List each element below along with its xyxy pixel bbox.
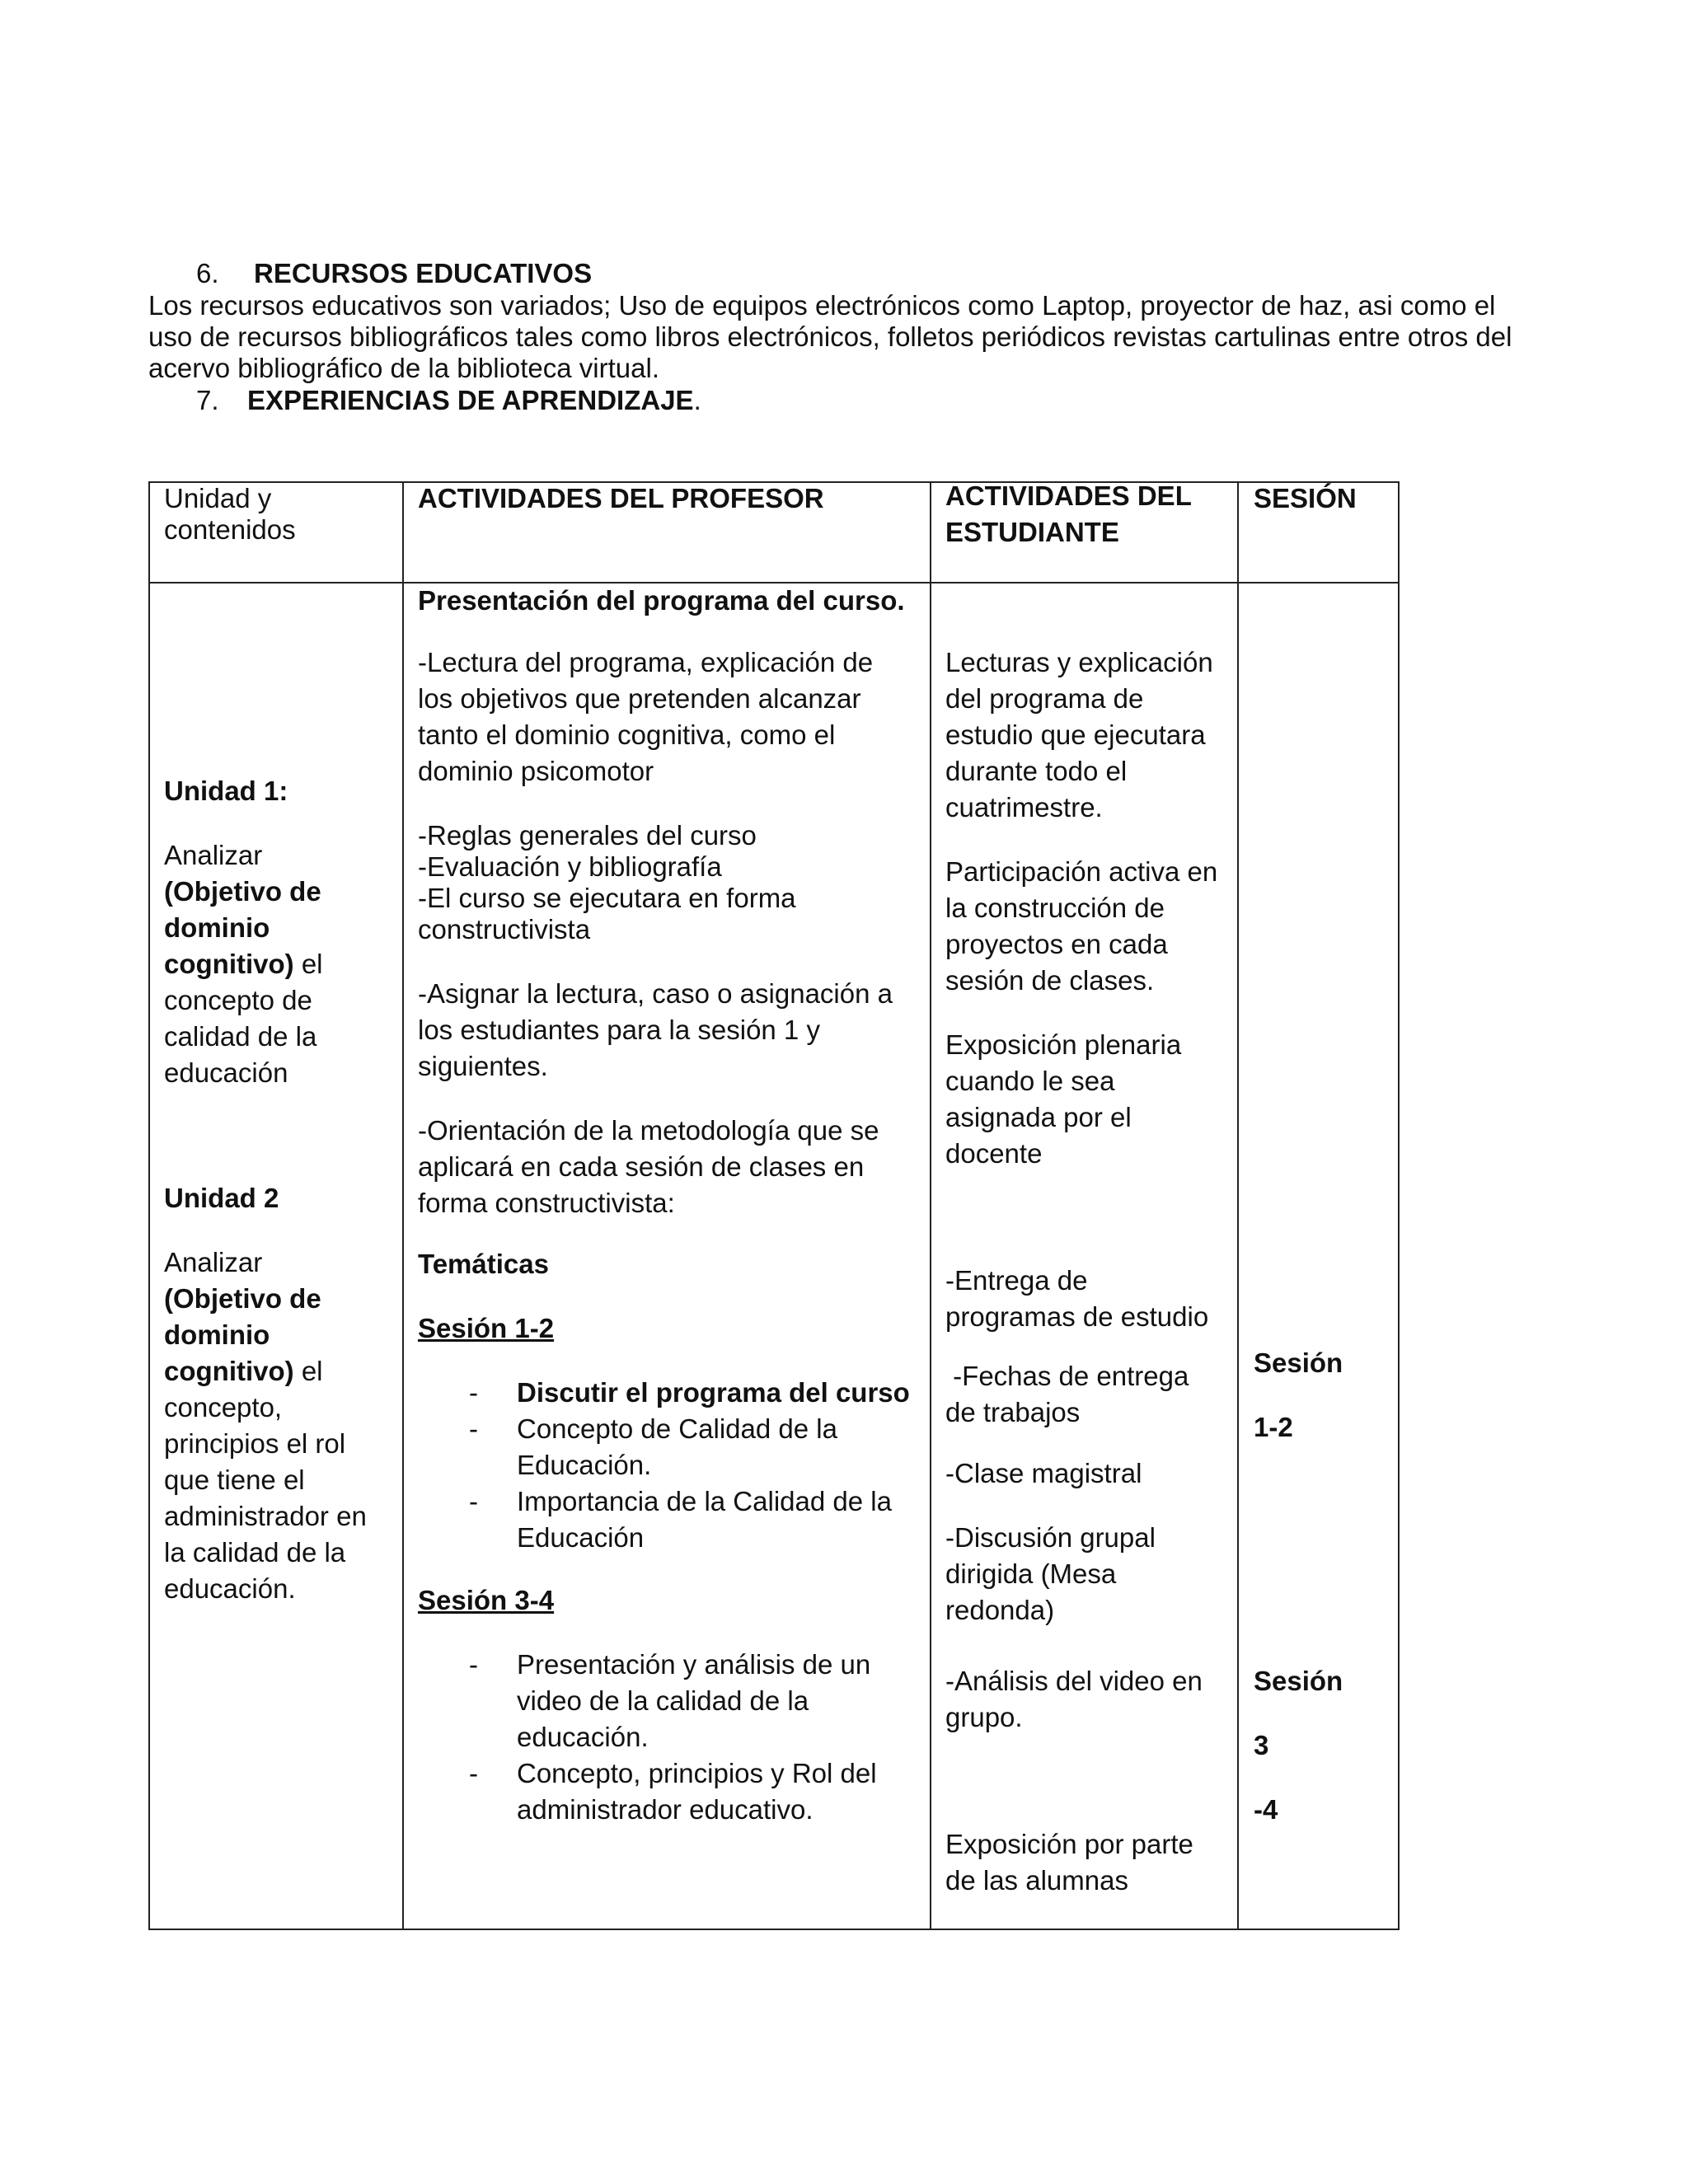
unit-2-text: dominio: [164, 1319, 270, 1350]
student-text: -Discusión grupal: [945, 1522, 1156, 1553]
session-3-4-label: Sesión 3-4: [418, 1585, 555, 1615]
list-item-text: educación.: [517, 1722, 649, 1752]
teacher-text: -El curso se ejecutara en forma: [418, 883, 796, 913]
header-teacher-activities: [418, 483, 824, 514]
student-b9: [945, 1826, 1193, 1899]
list-item-text: Presentación y análisis de un: [517, 1649, 871, 1680]
section-6-body: Los recursos educativos son variados; Uso de equipos electrónicos como Laptop, proyector de haz, asi como el uso de recursos bibliográficos tales como libros electrónicos, folletos periódicos revistas cartulinas entre otros del acervo bibliográfico de la biblioteca virtual.: [148, 290, 1512, 383]
student-text: del programa de: [945, 683, 1144, 714]
student-text: docente: [945, 1138, 1043, 1169]
unit-2-text: la calidad de la: [164, 1537, 346, 1568]
table-border-right: [1398, 481, 1400, 1930]
teacher-text: los estudiantes para la sesión 1 y: [418, 1015, 820, 1045]
student-b4: [945, 1263, 1208, 1335]
list-item-text: video de la calidad de la: [517, 1685, 809, 1716]
session-1-value: 1-2: [1254, 1412, 1293, 1442]
unit-1-text: Analizar: [164, 840, 263, 870]
student-text: cuando le sea: [945, 1066, 1115, 1096]
student-text: Participación activa en: [945, 856, 1218, 887]
student-b3: [945, 1027, 1181, 1172]
session-2-value-2: -4: [1254, 1794, 1278, 1825]
unit-2-text: cognitivo) el: [164, 1356, 323, 1386]
list-item-text: Concepto, principios y Rol del: [517, 1758, 877, 1788]
list-item-text: Concepto de Calidad de la: [517, 1413, 837, 1444]
unit-1-text: dominio: [164, 912, 270, 943]
list-item-text: Importancia de la Calidad de la: [517, 1486, 892, 1516]
unit-2-text: que tiene el: [164, 1465, 305, 1495]
teacher-text: tanto el dominio cognitiva, como el: [418, 719, 836, 750]
units-column: [164, 773, 323, 1091]
header-session: [1254, 483, 1357, 514]
student-text: -Fechas de entrega: [945, 1361, 1189, 1391]
student-text: cuatrimestre.: [945, 792, 1103, 823]
teacher-text: -Asignar la lectura, caso o asignación a: [418, 978, 893, 1009]
unit-2-text: (Objetivo de: [164, 1283, 321, 1314]
student-text: estudio que ejecutara: [945, 719, 1206, 750]
session-1-label: Sesión: [1254, 1347, 1343, 1378]
section-7-trail: .: [693, 385, 701, 415]
student-b8: [945, 1663, 1203, 1736]
teacher-text: los objetivos que pretenden alcanzar: [418, 683, 861, 714]
student-b1: [945, 644, 1213, 826]
header-units-line: Unidad y: [164, 483, 272, 513]
student-text: grupo.: [945, 1702, 1023, 1732]
teacher-p4: [418, 1113, 879, 1221]
header-session-line: SESIÓN: [1254, 483, 1357, 513]
student-b2: [945, 854, 1217, 999]
student-text: Exposición plenaria: [945, 1029, 1182, 1060]
program-presentation-title: Presentación del programa del curso.: [418, 585, 905, 616]
list-item-text: Educación: [517, 1522, 645, 1553]
unit-2-text: concepto,: [164, 1392, 283, 1422]
list-item-text: Discutir el programa del curso: [517, 1377, 910, 1408]
list-item: - Concepto, principios y Rol del administrador educativo.: [418, 1755, 929, 1828]
unit-2-text: principios el rol: [164, 1428, 346, 1459]
teacher-text: forma constructivista:: [418, 1188, 675, 1218]
unit-1-text: educación: [164, 1057, 288, 1088]
list-item: - Concepto de Calidad de la Educación.: [418, 1411, 929, 1483]
student-text: -Análisis del video en: [945, 1666, 1203, 1696]
student-text: sesión de clases.: [945, 965, 1155, 996]
teacher-text: aplicará en cada sesión de clases en: [418, 1151, 865, 1182]
student-text: programas de estudio: [945, 1301, 1209, 1332]
header-units-line: contenidos: [164, 514, 296, 545]
teacher-text: constructivista: [418, 914, 591, 944]
teacher-p1: [418, 644, 873, 790]
list-item: - Importancia de la Calidad de la Educación: [418, 1483, 929, 1556]
student-b6: [945, 1455, 1142, 1492]
student-b5: [945, 1358, 1189, 1431]
student-text: redonda): [945, 1595, 1055, 1625]
unit-2-text: educación.: [164, 1573, 296, 1604]
session-2-value: 3: [1254, 1730, 1269, 1760]
unit-1-text: concepto de: [164, 985, 312, 1015]
list-item: - Presentación y análisis de un video de la calidad de la educación.: [418, 1647, 929, 1755]
units-column-2: [164, 1180, 367, 1607]
student-text: Lecturas y explicación: [945, 647, 1213, 677]
teacher-p2: [418, 820, 796, 945]
student-text: proyectos en cada: [945, 929, 1168, 959]
section-6-title: RECURSOS EDUCATIVOS: [254, 258, 593, 288]
unit-2-title: Unidad 2: [164, 1183, 279, 1213]
teacher-text: -Lectura del programa, explicación de: [418, 647, 874, 677]
table-border-bottom: [148, 1929, 1400, 1930]
student-text: asignada por el: [945, 1102, 1132, 1132]
student-text: Exposición por parte: [945, 1829, 1193, 1859]
unit-1-text: cognitivo) el: [164, 949, 323, 979]
table-border-left: [148, 481, 150, 1930]
student-text: de trabajos: [945, 1397, 1081, 1427]
student-text: de las alumnas: [945, 1865, 1128, 1896]
table-divider-2: [930, 481, 931, 1930]
teacher-text: -Orientación de la metodología que se: [418, 1115, 879, 1146]
unit-1-title: Unidad 1:: [164, 776, 288, 806]
section-7-number: 7.: [196, 385, 219, 415]
student-text: -Entrega de: [945, 1265, 1088, 1296]
section-6-number: 6.: [196, 258, 219, 288]
session-3-4-list: [418, 1647, 929, 1828]
list-item-text: administrador educativo.: [517, 1794, 814, 1825]
header-student-line: ACTIVIDADES DEL: [945, 480, 1192, 511]
teacher-text: siguientes.: [418, 1051, 548, 1081]
teacher-text: -Reglas generales del curso: [418, 820, 757, 851]
unit-1-text: calidad de la: [164, 1021, 317, 1052]
header-teacher-line: ACTIVIDADES DEL PROFESOR: [418, 483, 824, 513]
header-student-line: ESTUDIANTE: [945, 517, 1119, 547]
section-7-title: EXPERIENCIAS DE APRENDIZAJE: [247, 385, 694, 415]
teacher-text: -Evaluación y bibliografía: [418, 851, 722, 882]
tematicas-label: Temáticas: [418, 1249, 549, 1279]
student-text: -Clase magistral: [945, 1458, 1142, 1488]
student-text: dirigida (Mesa: [945, 1558, 1117, 1589]
list-item: - Discutir el programa del curso: [418, 1375, 929, 1411]
session-1-2-label: Sesión 1-2: [418, 1313, 555, 1343]
table-divider-3: [1237, 481, 1239, 1930]
session-1-2-list: [418, 1375, 929, 1556]
student-text: la construcción de: [945, 893, 1165, 923]
header-student-activities: [945, 478, 1192, 551]
list-item-text: Educación.: [517, 1450, 652, 1480]
table-border-header: [148, 582, 1400, 583]
student-text: durante todo el: [945, 756, 1128, 786]
unit-2-text: administrador en: [164, 1501, 367, 1531]
student-b7: [945, 1520, 1156, 1629]
header-units: [164, 483, 296, 546]
unit-2-text: Analizar: [164, 1247, 263, 1277]
session-2-label: Sesión: [1254, 1666, 1343, 1696]
table-divider-1: [402, 481, 404, 1930]
unit-1-text: (Objetivo de: [164, 876, 321, 907]
teacher-p3: [418, 976, 893, 1085]
teacher-text: dominio psicomotor: [418, 756, 654, 786]
